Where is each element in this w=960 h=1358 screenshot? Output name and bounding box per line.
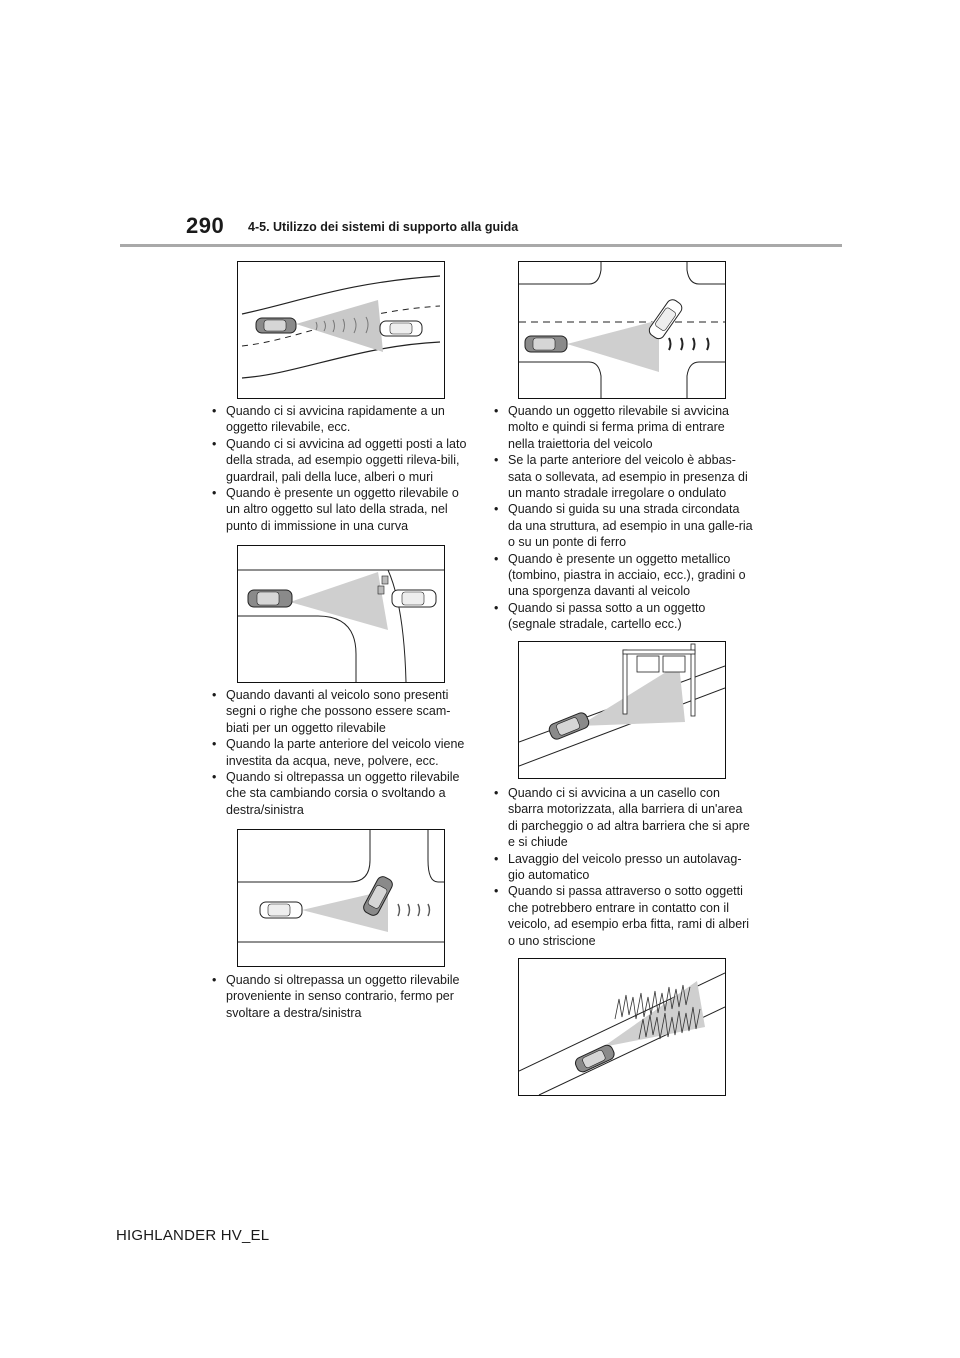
header-divider: [120, 244, 842, 247]
list-item: • Se la parte anteriore del veicolo è abbas-sata o sollevata, ad esempio in presenza di un manto stradale irregolare o ondulato: [492, 452, 754, 501]
figure-curving-road: [237, 261, 445, 399]
right-bullets-2: [492, 785, 754, 949]
left-bullets-3: [210, 972, 472, 1021]
right-bullets-1: [492, 403, 754, 633]
car-icon: [573, 1043, 616, 1073]
figure-curve-merge: [237, 545, 445, 683]
page-number: 290: [186, 213, 225, 238]
list-item: • Quando ci si avvicina a un casello con sbarra motorizzata, alla barriera di un'area di parcheggio o ad altra barriera che si apre e si chiude: [492, 785, 754, 851]
footer-model-name: HIGHLANDER HV_EL: [116, 1227, 270, 1244]
list-item: • Quando si guida su una strada circondata da una struttura, ad esempio in una galle-ria o su un ponte di ferro: [492, 501, 754, 550]
figure-oncoming-turning: [237, 829, 445, 967]
list-item: • Quando si passa attraverso o sotto oggetti che potrebbero entrare in contatto con il veicolo, ad esempio erba fitta, rami di alberi o uno striscione: [492, 883, 754, 949]
car-icon: [547, 711, 590, 741]
figure-tall-grass: [518, 958, 726, 1096]
list-item: • Lavaggio del veicolo presso un autolavag-gio automatico: [492, 851, 754, 884]
list-item: • Quando si oltrepassa un oggetto rilevabile proveniente in senso contrario, fermo per svoltare a destra/sinistra: [210, 972, 472, 1021]
list-item: • Quando un oggetto rilevabile si avvicina molto e quindi si ferma prima di entrare nella traiettoria del veicolo: [492, 403, 754, 452]
left-bullets-2: [210, 687, 472, 818]
list-item: • Quando è presente un oggetto rilevabile o un altro oggetto sul lato della strada, nel punto di immissione in una curva: [210, 485, 470, 534]
figure-overhead-sign: [518, 641, 726, 779]
car-icon: [260, 902, 302, 918]
figure-intersection-crossing: [518, 261, 726, 399]
list-item: • Quando è presente un oggetto metallico (tombino, piastra in acciaio, ecc.), gradini o una sporgenza davanti al veicolo: [492, 551, 754, 600]
car-icon: [256, 318, 296, 333]
car-icon: [525, 336, 567, 352]
list-item: • Quando si oltrepassa un oggetto rilevabile che sta cambiando corsia o svoltando a destra/sinistra: [210, 769, 472, 818]
section-title: 4-5. Utilizzo dei sistemi di supporto alla guida: [248, 220, 519, 234]
list-item: • Quando ci si avvicina ad oggetti posti a lato della strada, ad esempio oggetti rileva-bili, guardrail, pali della luce, alberi o muri: [210, 436, 470, 485]
list-item: • Quando la parte anteriore del veicolo viene investita da acqua, neve, polvere, ecc.: [210, 736, 472, 769]
left-bullets-1: [210, 403, 470, 534]
list-item: • Quando ci si avvicina rapidamente a un oggetto rilevabile, ecc.: [210, 403, 470, 436]
oncoming-car-icon: [380, 321, 422, 336]
list-item: • Quando si passa sotto a un oggetto (segnale stradale, cartello ecc.): [492, 600, 754, 633]
car-ahead-icon: [392, 590, 436, 607]
car-icon: [248, 590, 292, 607]
crossing-car-icon: [647, 297, 684, 341]
list-item: • Quando davanti al veicolo sono presenti segni o righe che possono essere scam-biati per un oggetto rilevabile: [210, 687, 472, 736]
